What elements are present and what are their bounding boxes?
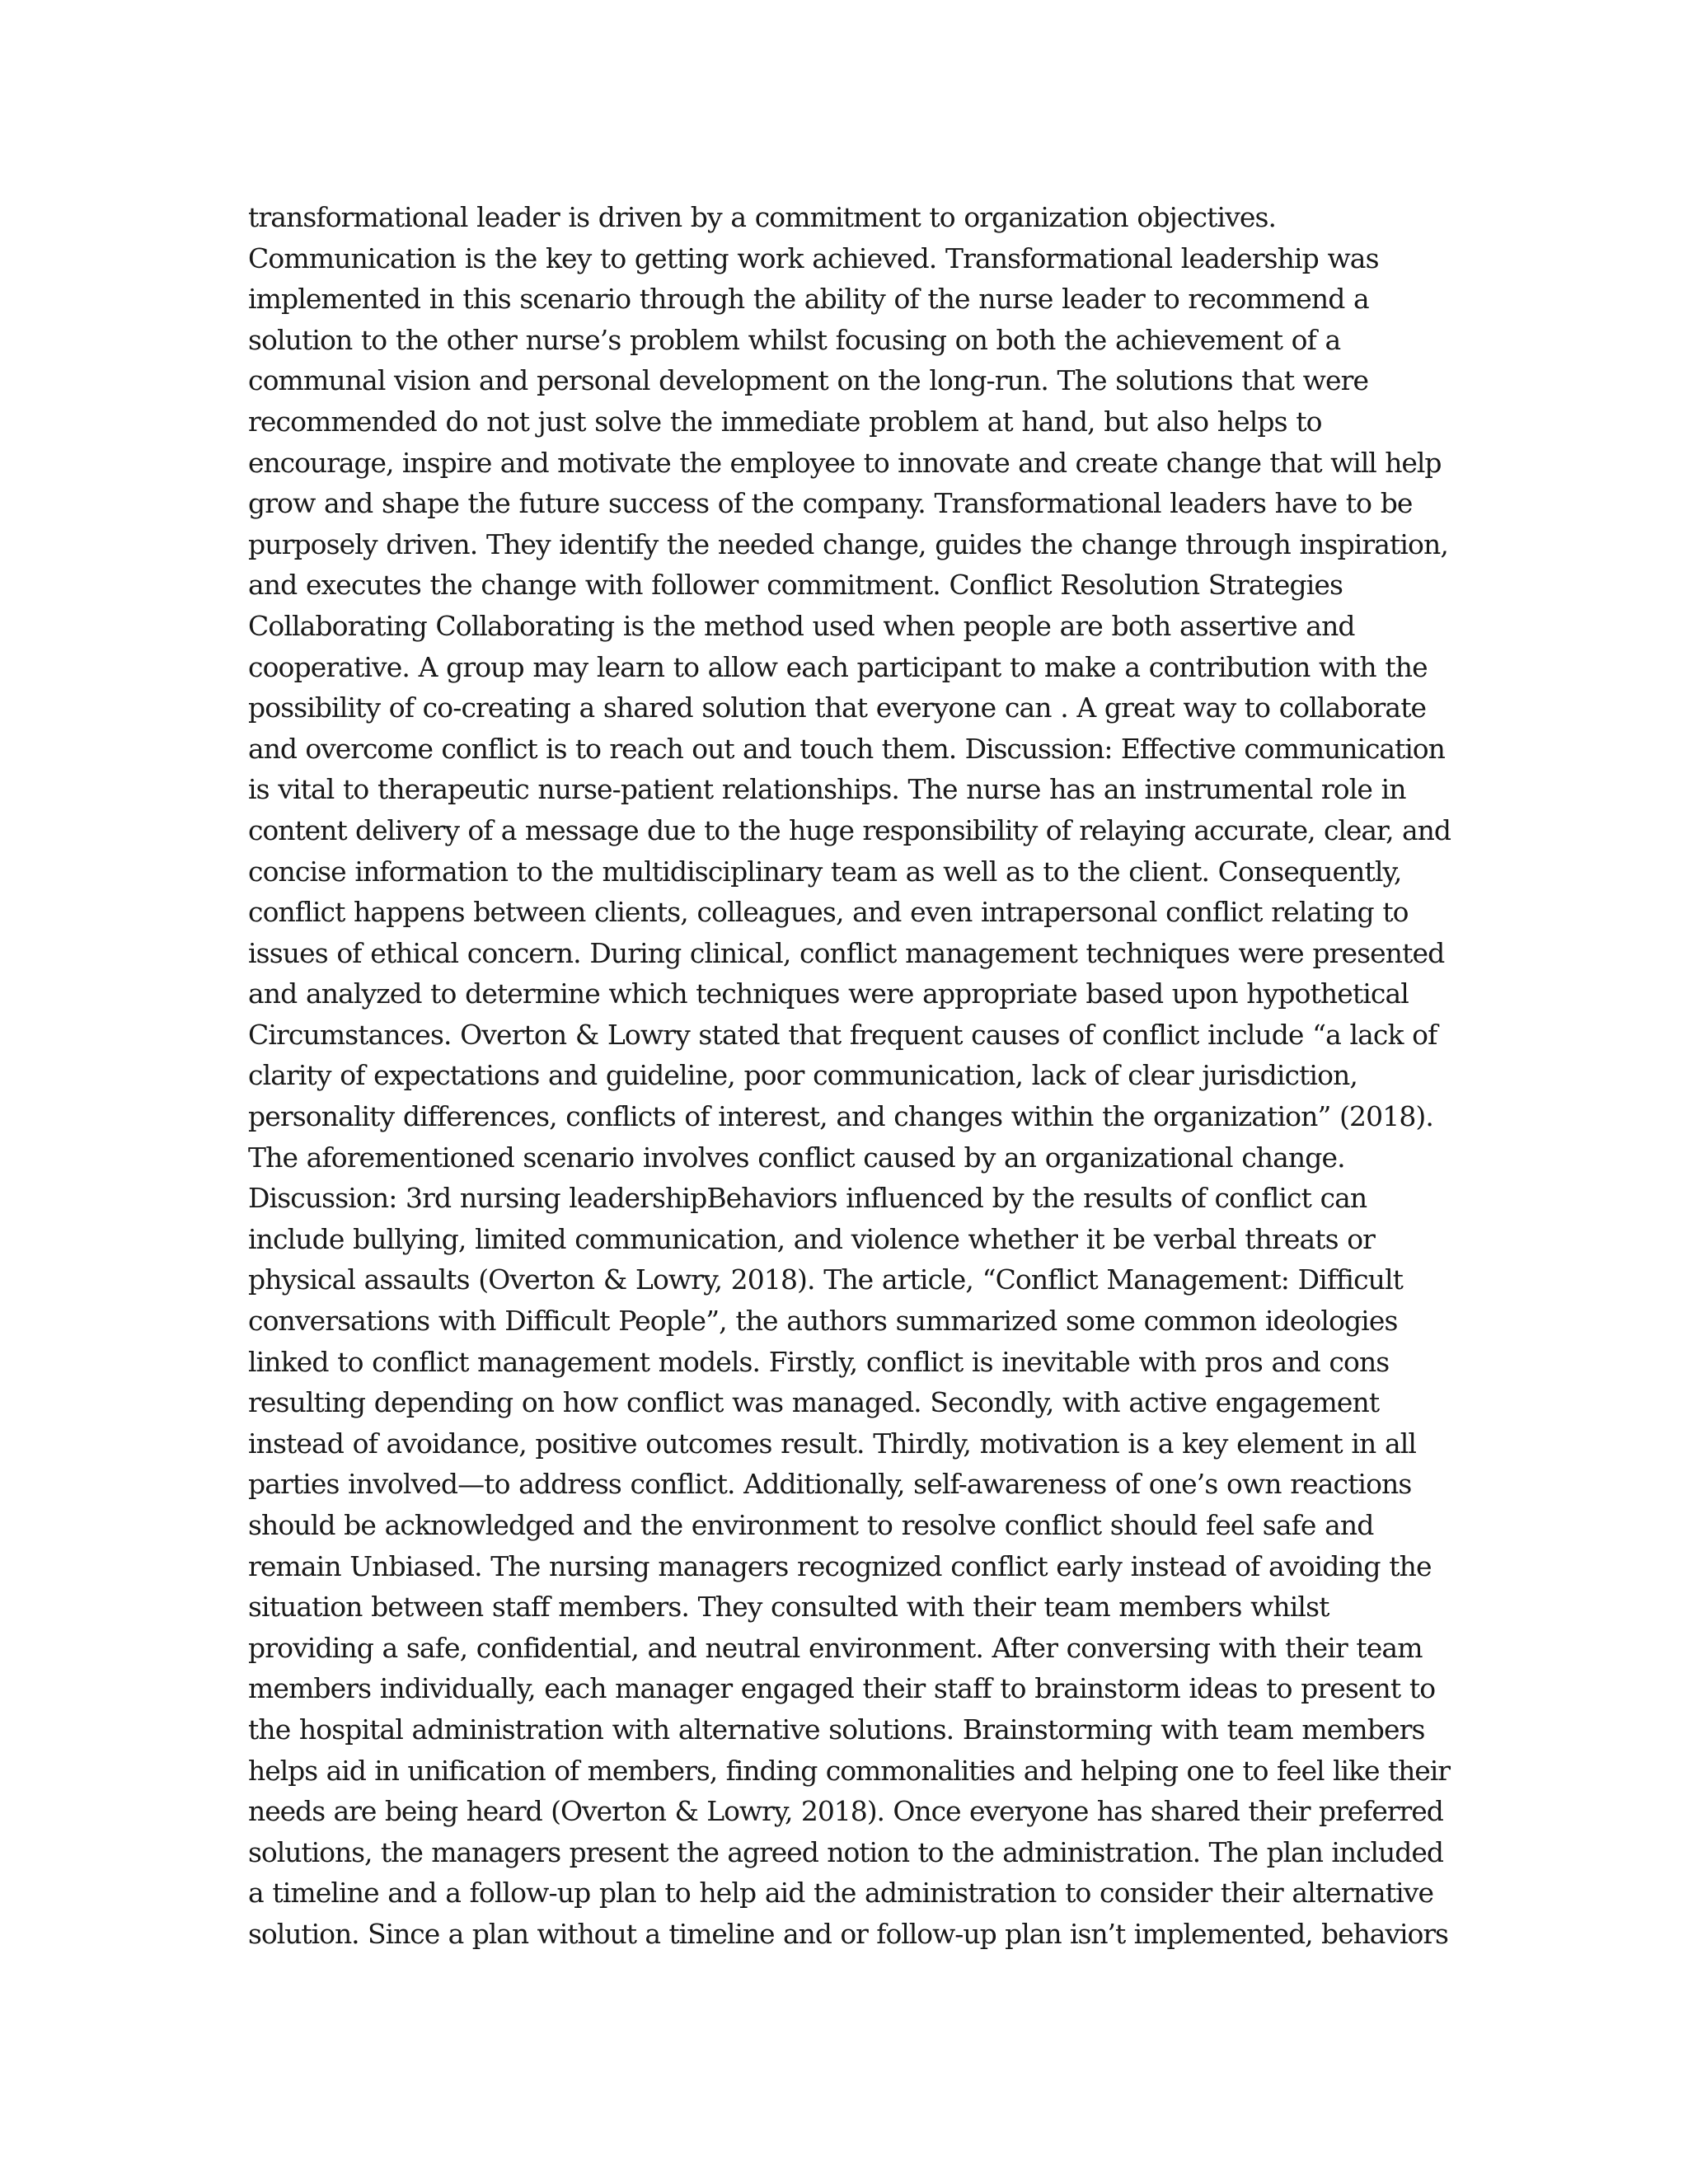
text-line: members individually, each manager engaged their staff to brainstorm ideas to present to (248, 1672, 1436, 1705)
text-line: Discussion: 3rd nursing leadershipBehaviors influenced by the results of conflict can (248, 1182, 1367, 1215)
text-line: concise information to the multidisciplinary team as well as to the client. Consequently, (248, 855, 1402, 888)
text-line: and executes the change with follower commitment. Conflict Resolution Strategies (248, 569, 1343, 602)
text-line: instead of avoidance, positive outcomes result. Thirdly, motivation is a key element in all (248, 1427, 1417, 1460)
text-line: The aforementioned scenario involves conflict caused by an organizational change. (248, 1141, 1345, 1174)
text-line: solution. Since a plan without a timeline and or follow-up plan isn’t implemented, behaviors (248, 1917, 1448, 1950)
text-line: Circumstances. Overton & Lowry stated that frequent causes of conflict include “a lack of (248, 1018, 1437, 1051)
text-line: solutions, the managers present the agreed notion to the administration. The plan included (248, 1835, 1443, 1868)
text-line: conflict happens between clients, colleagues, and even intrapersonal conflict relating to (248, 896, 1409, 929)
text-line: clarity of expectations and guideline, poor communication, lack of clear jurisdiction, (248, 1059, 1357, 1092)
text-line: remain Unbiased. The nursing managers recognized conflict early instead of avoiding the (248, 1549, 1432, 1582)
text-line: grow and shape the future success of the company. Transformational leaders have to be (248, 487, 1413, 520)
text-line: helps aid in unification of members, finding commonalities and helping one to feel like their (248, 1754, 1450, 1787)
text-line: Communication is the key to getting work achieved. Transformational leadership was (248, 241, 1379, 274)
text-line: communal vision and personal development on the long-run. The solutions that were (248, 364, 1369, 397)
body-text (248, 197, 1451, 1955)
text-line: providing a safe, confidential, and neutral environment. After conversing with their team (248, 1631, 1423, 1664)
text-line: the hospital administration with alternative solutions. Brainstorming with team members (248, 1713, 1425, 1746)
text-line: linked to conflict management models. Firstly, conflict is inevitable with pros and cons (248, 1345, 1390, 1378)
text-line: include bullying, limited communication, and violence whether it be verbal threats or (248, 1222, 1376, 1255)
text-line: recommended do not just solve the immediate problem at hand, but also helps to (248, 405, 1322, 438)
text-line: needs are being heard (Overton & Lowry, 2018). Once everyone has shared their preferred (248, 1795, 1443, 1828)
text-line: parties involved—to address conflict. Additionally, self-awareness of one’s own reactions (248, 1468, 1412, 1501)
text-line: encourage, inspire and motivate the employee to innovate and create change that will help (248, 446, 1442, 479)
text-line: is vital to therapeutic nurse-patient relationships. The nurse has an instrumental role in (248, 773, 1406, 806)
text-line: a timeline and a follow-up plan to help aid the administration to consider their alternative (248, 1877, 1434, 1910)
text-line: possibility of co-creating a shared solution that everyone can . A great way to collaborate (248, 691, 1427, 724)
text-line: solution to the other nurse’s problem whilst focusing on both the achievement of a (248, 323, 1341, 356)
text-line: physical assaults (Overton & Lowry, 2018). The article, “Conflict Management: Difficult (248, 1263, 1404, 1296)
text-line: situation between staff members. They consulted with their team members whilst (248, 1591, 1329, 1624)
text-line: should be acknowledged and the environment to resolve conflict should feel safe and (248, 1509, 1374, 1541)
text-line: Collaborating Collaborating is the method used when people are both assertive and (248, 609, 1355, 642)
text-line: transformational leader is driven by a commitment to organization objectives. (248, 201, 1277, 233)
text-line: resulting depending on how conflict was managed. Secondly, with active engagement (248, 1386, 1380, 1419)
text-line: conversations with Difficult People”, the authors summarized some common ideologies (248, 1305, 1398, 1338)
text-line: issues of ethical concern. During clinical, conflict management techniques were presented (248, 936, 1445, 969)
text-line: cooperative. A group may learn to allow each participant to make a contribution with the (248, 650, 1428, 683)
text-line: implemented in this scenario through the ability of the nurse leader to recommend a (248, 283, 1369, 316)
text-line: personality differences, conflicts of interest, and changes within the organization” (2018). (248, 1100, 1433, 1133)
text-line: and analyzed to determine which techniques were appropriate based upon hypothetical (248, 977, 1409, 1010)
text-line: content delivery of a message due to the huge responsibility of relaying accurate, clear, and (248, 813, 1451, 846)
text-line: purposely driven. They identify the needed change, guides the change through inspiration, (248, 527, 1448, 560)
text-line: and overcome conflict is to reach out and touch them. Discussion: Effective communication (248, 732, 1445, 765)
